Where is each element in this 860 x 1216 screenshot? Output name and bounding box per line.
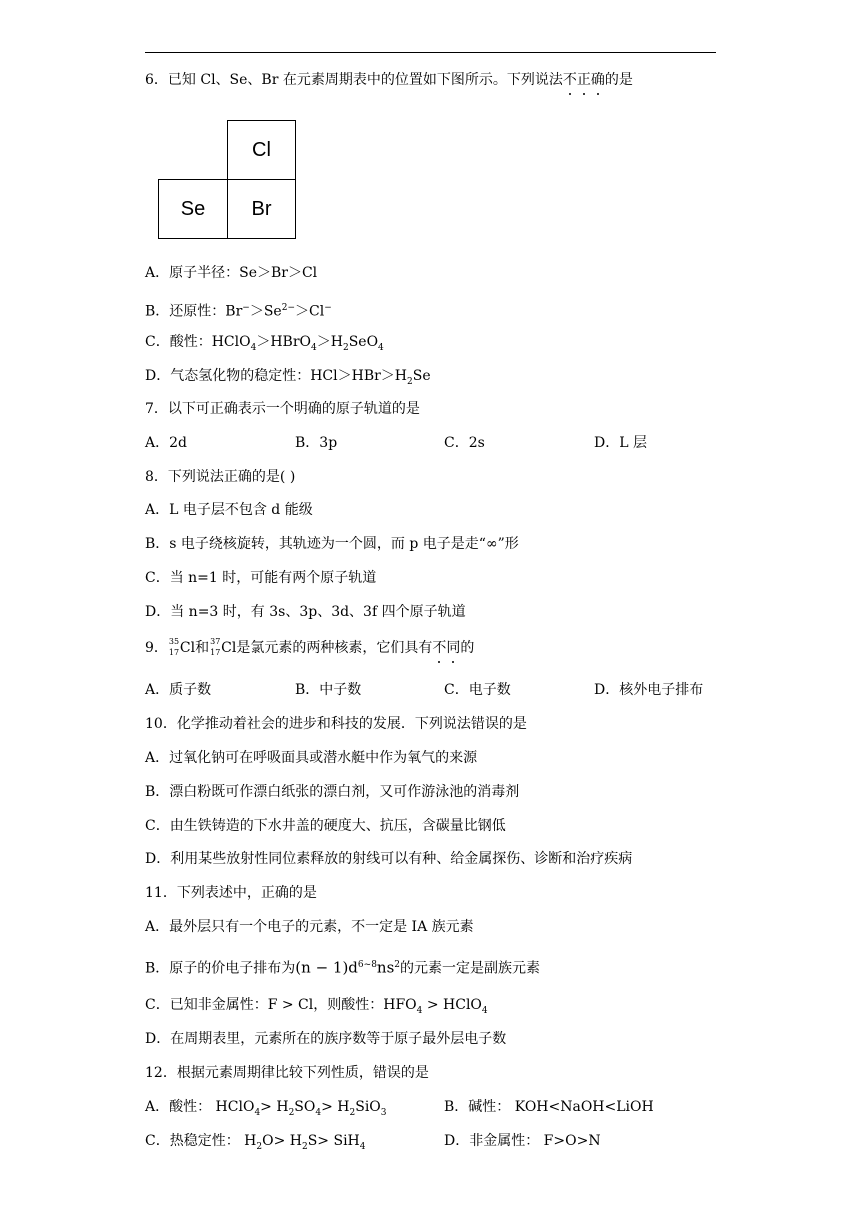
q12-stem: 12．根据元素周期律比较下列性质，错误的是: [145, 1065, 429, 1081]
cell-br: Br: [227, 179, 296, 239]
q8-option-d: D．当 n=3 时，有 3s、3p、3d、3f 四个原子轨道: [145, 604, 466, 620]
cell-se: Se: [158, 179, 228, 239]
q12-option-d: D．非金属性： F>O>N: [444, 1133, 601, 1149]
q9-option-a: A．质子数: [145, 682, 212, 698]
q8-option-b: B．s 电子绕核旋转，其轨迹为一个圆，而 p 电子是走“∞”形: [145, 536, 519, 552]
emphasis-char: 同: [446, 640, 461, 656]
q9-stem: 9． 35 17 Cl和 37 17 Cl是氯元素的两种核素，它们具有不同的: [145, 637, 475, 657]
emphasis-char: 确: [590, 72, 605, 88]
q9-option-c: C．电子数: [444, 682, 511, 698]
q8-option-c: C．当 n=1 时，可能有两个原子轨道: [145, 570, 377, 586]
q8-option-a: A．L 电子层不包含 d 能级: [145, 502, 313, 518]
q10-stem: 10．化学推动着社会的进步和科技的发展．下列说法错误的是: [145, 716, 527, 732]
q6-option-c: C．酸性：$HClO_4>HBrO_4>H_2SeO_4$: [145, 334, 384, 353]
emphasis-char: 正: [576, 72, 591, 88]
q6-stem: 6．已知 Cl、Se、Br 在元素周期表中的位置如下图所示。下列说法不正确的是: [145, 72, 633, 88]
q10-option-d: D．利用某些放射性同位素释放的射线可以有种、给金属探伤、诊断和治疗疾病: [145, 851, 633, 867]
q6-option-a: A．原子半径：Se＞Br＞Cl: [145, 265, 318, 281]
q7-option-d: D．L 层: [594, 435, 647, 451]
q7-option-a: A．2d: [145, 435, 187, 451]
q12-option-a: A．酸性： HClO$_4$> $H_2SO_4> H_2SiO_3$: [145, 1099, 387, 1118]
q11-option-b: B．原子的价电子排布为$(n - 1)d^{6\sim 8}ns^2$的元素一定是副族元素: [145, 958, 541, 977]
emphasis-char: 不: [562, 72, 577, 88]
q7-option-c: C．2s: [444, 435, 485, 451]
nuclide-cl35: 35 17: [168, 637, 180, 657]
q12-option-c: C．热稳定性： $H_2O> H_2S> SiH_4$: [145, 1133, 366, 1152]
q6-option-d: D．气态氢化物的稳定性：$HCl>HBr>H_2Se$: [145, 368, 431, 387]
cell-cl: Cl: [227, 120, 296, 180]
q11-option-c: C．已知非金属性：F > Cl，则酸性：$HFO_4$ > HClO$_4$: [145, 997, 488, 1016]
q6-option-b: B．还原性：$Br^->Se^{2-}>Cl^-$: [145, 303, 332, 320]
q11-stem: 11．下列表述中，正确的是: [145, 885, 317, 901]
q9-option-d: D．核外电子排布: [594, 682, 704, 698]
q10-option-a: A．过氧化钠可在呼吸面具或潜水艇中作为氧气的来源: [145, 750, 478, 766]
q9-option-b: B．中子数: [295, 682, 362, 698]
q8-stem: 8．下列说法正确的是( ): [145, 469, 296, 485]
emphasis-char: 不: [432, 640, 447, 656]
q11-option-d: D．在周期表里，元素所在的族序数等于原子最外层电子数: [145, 1031, 507, 1047]
q7-option-b: B．3p: [295, 435, 338, 451]
q12-option-b: B．碱性： KOH<NaOH<LiOH: [444, 1099, 654, 1115]
q10-option-b: B．漂白粉既可作漂白纸张的漂白剂，又可作游泳池的消毒剂: [145, 784, 520, 800]
q10-option-c: C．由生铁铸造的下水井盖的硬度大、抗压，含碳量比钢低: [145, 818, 506, 834]
q11-option-a: A．最外层只有一个电子的元素，不一定是 IA 族元素: [145, 919, 474, 935]
q7-stem: 7．以下可正确表示一个明确的原子轨道的是: [145, 401, 420, 417]
nuclide-cl37: 37 17: [210, 637, 221, 657]
top-rule: [145, 52, 716, 53]
